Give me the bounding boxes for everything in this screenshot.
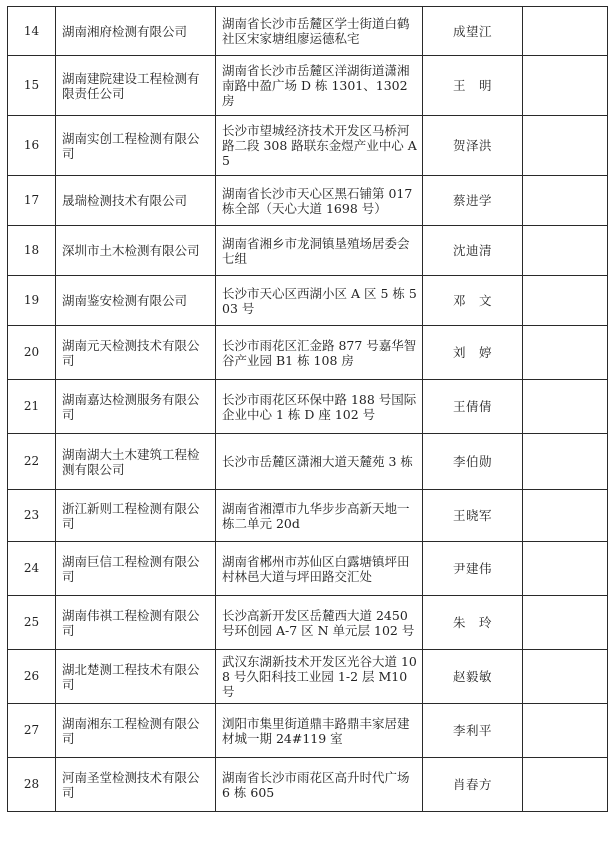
row-number-cell: 17 — [8, 176, 56, 226]
contact-person-cell: 李伯勋 — [423, 434, 523, 490]
row-number-cell: 18 — [8, 226, 56, 276]
remarks-cell — [523, 542, 608, 596]
address-cell: 长沙市雨花区汇金路 877 号嘉华智谷产业园 B1 栋 108 房 — [216, 326, 423, 380]
table-row — [8, 276, 608, 326]
remarks-cell — [523, 596, 608, 650]
company-name-cell: 湖北楚测工程技术有限公司 — [56, 650, 216, 704]
contact-person-cell: 王 明 — [423, 56, 523, 116]
row-number-cell: 16 — [8, 116, 56, 176]
row-number-cell: 27 — [8, 704, 56, 758]
contact-person-cell: 贺泽洪 — [423, 116, 523, 176]
company-name-cell: 晟瑞检测技术有限公司 — [56, 176, 216, 226]
row-number-cell: 19 — [8, 276, 56, 326]
company-name-cell: 深圳市土木检测有限公司 — [56, 226, 216, 276]
row-number-cell: 15 — [8, 56, 56, 116]
contact-person-cell: 邓 文 — [423, 276, 523, 326]
company-name-cell: 浙江新则工程检测有限公司 — [56, 490, 216, 542]
company-name-cell: 湖南建院建设工程检测有限责任公司 — [56, 56, 216, 116]
table-row — [8, 380, 608, 434]
row-number-cell: 28 — [8, 758, 56, 812]
contact-person-cell: 成望江 — [423, 7, 523, 56]
address-cell: 长沙高新开发区岳麓西大道 2450 号环创园 A-7 区 N 单元层 102 号 — [216, 596, 423, 650]
address-cell: 湖南省郴州市苏仙区白露塘镇坪田村林邑大道与坪田路交汇处 — [216, 542, 423, 596]
row-number-cell: 14 — [8, 7, 56, 56]
contact-person-cell: 蔡进学 — [423, 176, 523, 226]
remarks-cell — [523, 380, 608, 434]
address-cell: 湖南省湘乡市龙洞镇垦殖场居委会七组 — [216, 226, 423, 276]
table-row — [8, 326, 608, 380]
contact-person-cell: 王倩倩 — [423, 380, 523, 434]
table-body — [8, 7, 608, 812]
address-cell: 浏阳市集里街道鼎丰路鼎丰家居建材城一期 24#119 室 — [216, 704, 423, 758]
company-name-cell: 湖南湘东工程检测有限公司 — [56, 704, 216, 758]
address-cell: 湖南省长沙市雨花区高升时代广场 6 栋 605 — [216, 758, 423, 812]
table-row — [8, 56, 608, 116]
company-name-cell: 湖南元天检测技术有限公司 — [56, 326, 216, 380]
company-name-cell: 湖南鉴安检测有限公司 — [56, 276, 216, 326]
remarks-cell — [523, 56, 608, 116]
table-row — [8, 434, 608, 490]
contact-person-cell: 李利平 — [423, 704, 523, 758]
company-table — [7, 6, 608, 812]
remarks-cell — [523, 276, 608, 326]
remarks-cell — [523, 226, 608, 276]
table-row — [8, 542, 608, 596]
contact-person-cell: 肖春方 — [423, 758, 523, 812]
contact-person-cell: 朱 玲 — [423, 596, 523, 650]
table-row — [8, 596, 608, 650]
table-row — [8, 650, 608, 704]
company-name-cell: 湖南实创工程检测有限公司 — [56, 116, 216, 176]
row-number-cell: 24 — [8, 542, 56, 596]
remarks-cell — [523, 758, 608, 812]
remarks-cell — [523, 326, 608, 380]
table-row — [8, 176, 608, 226]
remarks-cell — [523, 704, 608, 758]
address-cell: 长沙市望城经济技术开发区马桥河路二段 308 路联东金煜产业中心 A5 — [216, 116, 423, 176]
address-cell: 湖南省长沙市岳麓区洋湖街道潇湘南路中盈广场 D 栋 1301、1302 房 — [216, 56, 423, 116]
table-row — [8, 490, 608, 542]
company-name-cell: 湖南伟祺工程检测有限公司 — [56, 596, 216, 650]
table-row — [8, 7, 608, 56]
row-number-cell: 22 — [8, 434, 56, 490]
remarks-cell — [523, 434, 608, 490]
address-cell: 湖南省长沙市岳麓区学士街道白鹤社区宋家塘组廖运德私宅 — [216, 7, 423, 56]
address-cell: 湖南省湘潭市九华步步高新天地一栋二单元 20d — [216, 490, 423, 542]
address-cell: 长沙市雨花区环保中路 188 号国际企业中心 1 栋 D 座 102 号 — [216, 380, 423, 434]
table-row — [8, 704, 608, 758]
remarks-cell — [523, 116, 608, 176]
contact-person-cell: 赵毅敏 — [423, 650, 523, 704]
address-cell: 湖南省长沙市天心区黑石铺第 017 栋全部（天心大道 1698 号） — [216, 176, 423, 226]
remarks-cell — [523, 490, 608, 542]
row-number-cell: 25 — [8, 596, 56, 650]
row-number-cell: 20 — [8, 326, 56, 380]
row-number-cell: 26 — [8, 650, 56, 704]
contact-person-cell: 刘 婷 — [423, 326, 523, 380]
table-row — [8, 758, 608, 812]
table-row — [8, 226, 608, 276]
row-number-cell: 21 — [8, 380, 56, 434]
address-cell: 武汉东湖新技术开发区光谷大道 108 号久阳科技工业园 1-2 层 M10 号 — [216, 650, 423, 704]
contact-person-cell: 沈迪清 — [423, 226, 523, 276]
company-name-cell: 湖南嘉达检测服务有限公司 — [56, 380, 216, 434]
contact-person-cell: 尹建伟 — [423, 542, 523, 596]
address-cell: 长沙市天心区西湖小区 A 区 5 栋 503 号 — [216, 276, 423, 326]
company-name-cell: 河南圣堂检测技术有限公司 — [56, 758, 216, 812]
remarks-cell — [523, 176, 608, 226]
address-cell: 长沙市岳麓区潇湘大道天麓苑 3 栋 — [216, 434, 423, 490]
company-name-cell: 湖南湘府检测有限公司 — [56, 7, 216, 56]
company-name-cell: 湖南湖大土木建筑工程检测有限公司 — [56, 434, 216, 490]
row-number-cell: 23 — [8, 490, 56, 542]
company-name-cell: 湖南巨信工程检测有限公司 — [56, 542, 216, 596]
table-row — [8, 116, 608, 176]
remarks-cell — [523, 650, 608, 704]
contact-person-cell: 王晓军 — [423, 490, 523, 542]
remarks-cell — [523, 7, 608, 56]
